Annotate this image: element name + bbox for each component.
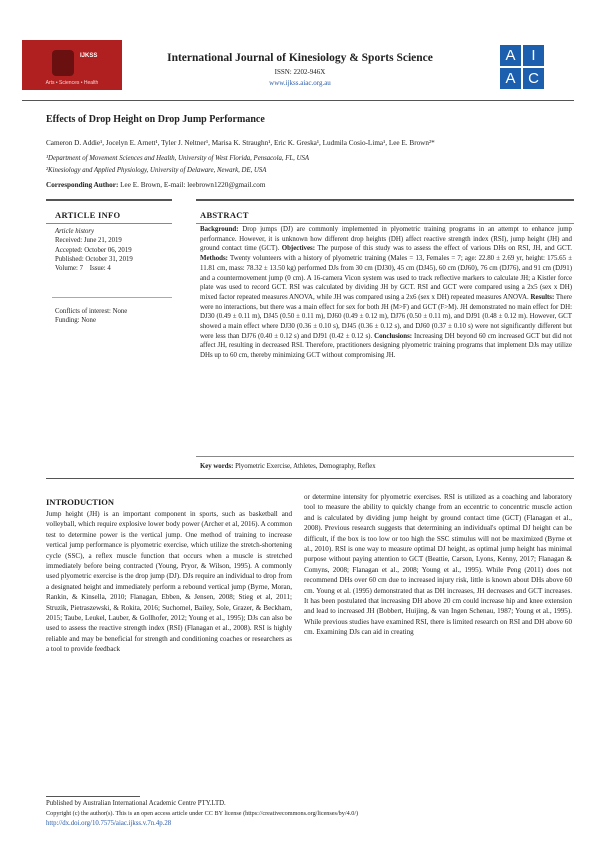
abstract-heading: ABSTRACT: [200, 210, 249, 220]
abstract-text: [200, 225, 572, 361]
aiac-letter: I: [523, 45, 544, 66]
intro-left-column: Jump height (JH) is an important component in sports, such as basketball and volleyball, which require explosive lower body power (Archer et al, 2016). A common test to determine power is the vertical jump. One method of training to increase vertical jump performance is plyometric exercise, which utilize the stretch-shortening cycle (SSC), a reflex muscle function that occurs when a muscle is stretched immediately before being contracted (Young, Pryor, & Wilson, 1995). A commonly used plyometric exercise is the drop jump (DJ). DJs require an individual to drop from a designated height and immediately perform a rebound vertical jump (Byrne, Moran, Rankin, & Kinsella, 2010; Flanagan, Ebben, & Jensen, 2008; Stieg et al, 2011; Struzik, Pietraszewski, & Rokita, 2016; Suchomel, Bailey, Sole, Grazer, & Beckham, 2015; Taube, Leukel, Lauber, & Gollhofer, 2012; Young et al., 1995); DJs can also be used to assess the reactive strength index (RSI) (Flanagan et al., 2008). RSI is highly reliable and may be beneficial for strength and conditioning coaches or researchers as a tool to provide feedback: [46, 510, 292, 654]
abstract-rule-mid: [196, 223, 574, 224]
journal-title: International Journal of Kinesiology & Sports Science: [167, 52, 433, 64]
abstract-rule-top: [196, 199, 574, 201]
affiliation-2: ²Kinesiology and Applied Physiology, University of Delaware, Newark, DE, USA: [46, 167, 267, 174]
methods-label: Methods:: [200, 255, 228, 263]
aiac-logo: [500, 45, 544, 89]
methods-text: Twenty volunteers with a history of plyometric training (Males = 13, Females = 7; age: 22.80 ± 2.69 yr, height: 175.65 ± 11.81 cm, mass: 78.32 ± 13.50 kg) performed DJs from 30 cm (DJ30), 45 cm (DJ45), 60 cm (DJ60), 76 cm (DJ76), and 91 cm (DJ91) and a countermovement jump (0 cm). A 16-camera Vicon system was used to track reflective markers to calculate JH; a Kistler force plate was used to record GCT. RSI was calculated by dividing JH by GCT. RSI and GCT were compared using a 2x5 (sex x DH) mixed factor repeated measures ANOVA, while JH was compared using a 2x6 (sex x DH) repeated measures ANOVA.: [200, 255, 572, 301]
article-title: Effects of Drop Height on Drop Jump Performance: [46, 114, 265, 125]
background-label: Background:: [200, 226, 239, 233]
issn: ISSN: 2202-946X: [274, 68, 326, 76]
section-rule: [46, 478, 574, 479]
history-label: Article history: [55, 228, 95, 235]
volume-issue: Volume: 7 Issue: 4: [55, 265, 111, 273]
article-declarations: [55, 307, 127, 326]
journal-logo: [22, 40, 122, 90]
keywords: [200, 463, 376, 470]
conclusions-label: Conclusions:: [374, 332, 413, 340]
accepted-date: Accepted: October 06, 2019: [55, 246, 132, 254]
footer-rule: [46, 796, 140, 797]
header-divider: [22, 100, 574, 101]
intro-right-column: or determine intensity for plyometric exercises. RSI is utilized as a coaching and laboratory tool to measure the ability to quickly change from an eccentric to concentric muscle action and is calculated by dividing jump height by ground contact time (GCT) (Flanagan et al., 2008). Previous research suggests that determining an individual's optimal DJ height can be difficult, if the box is too low or too high the SSC stimulus will not be maximized (Byrne et al., 2010). RSI is one way to measure optimal DJ height, as optimal jump height has minimal purpose without paying attention to GCT (Beattie, Carson, Lyons, Kenny, 2017; Flanagan & Comyns, 2008; Flanagan et al., 2008; Young et al., 1995). While Peng (2011) does not recommend DHs over 60 cm due to increased injury risk, little is known about DHs above 60 cm. Young et al. (1995) demonstrated that as DH increases, JH decreases and GCT increases. It has been postulated that increasing DH above 20 cm could increase hip and knee extension and lead to increased JH (Bobbert, Huijing, & van Ingen Schenau, 1987; Young et al., 1995). While previous studies have examined RSI, there is limited research on RSI and DH above 60 cm. Examining DJs can aid in creating: [304, 493, 572, 637]
keywords-text: Plyometric Exercise, Athletes, Demography, Reflex: [235, 463, 376, 470]
info-divider: [52, 297, 172, 298]
corresponding-text: Lee E. Brown, E-mail: leebrown1220@gmail.com: [120, 181, 266, 189]
athlete-figure-icon: [52, 50, 74, 76]
journal-website-link[interactable]: www.ijkss.aiac.org.au: [269, 79, 331, 87]
affiliation-1: ¹Department of Movement Sciences and Health, University of West Florida, Pensacola, FL, USA: [46, 155, 310, 162]
info-rule-mid: [46, 223, 172, 224]
aiac-letter: A: [500, 68, 521, 89]
objectives-text: The purpose of this study was to assess the effect of various DHs on RSI, JH, and GCT.: [317, 245, 572, 253]
results-label: Results:: [530, 293, 555, 301]
introduction-heading: INTRODUCTION: [46, 497, 115, 507]
results-text: There were no interactions, but there was a main effect for sex for both JH (M>F) and GCT (F>M). JH demonstrated no main effect for DH: DJ30 (0.49 ± 0.11 m), DJ45 (0.50 ± 0.11 m), DJ60 (0.49 ± 0.12 m), DJ76 (0.50 ± 0.11 m), and DJ91 (0.48 ± 0.12 m). However, GCT showed a main effect where DJ30 (0.36 ± 0.10 s), DJ45 (0.36 ± 0.12 s), and DJ60 (0.37 ± 0.10 s) were not significantly different but were less than DJ76 (0.40 ± 0.12 s) and DJ91 (0.42 ± 0.12 s).: [200, 293, 572, 340]
copyright-note: Copyright (c) the author(s). This is an open access article under CC BY license (https://creativecommons.org/licenses/by/4.0/): [46, 810, 359, 817]
published-date: Published: October 31, 2019: [55, 255, 133, 263]
corresponding-author: [46, 181, 266, 189]
keywords-rule: [196, 456, 574, 457]
aiac-letter: A: [500, 45, 521, 66]
logo-text: IJKSS: [80, 53, 98, 59]
article-info-heading: ARTICLE INFO: [55, 210, 121, 220]
received-date: Received: June 21, 2019: [55, 237, 122, 245]
article-history: [55, 227, 133, 273]
keywords-label: Key words:: [200, 463, 234, 470]
logo-tagline: Arts • Sciences • Health: [45, 80, 99, 86]
author-list: Cameron D. Addie¹, Jocelyn E. Arnett¹, Tyler J. Neltner¹, Marisa K. Straughn¹, Eric K. Greska¹, Ludmila Cosio-Lima¹, Lee E. Brown²*: [46, 139, 435, 147]
objectives-label: Objectives:: [281, 245, 316, 253]
corresponding-label: Corresponding Author:: [46, 181, 119, 189]
publisher-note: Published by Australian International Academic Centre PTY.LTD.: [46, 800, 226, 807]
aiac-letter: C: [523, 68, 544, 89]
conflicts-of-interest: Conflicts of interest: None: [55, 308, 128, 315]
funding: Funding: None: [55, 317, 96, 325]
info-rule-top: [46, 199, 172, 201]
conclusions-text: Increasing DH beyond 60 cm increased GCT but did not affect JH, resulting in decreased RSI. Therefore, practitioners designing plyometric training programs that implement DJs may utilize DHs up to 60 cm, thereby minimizing GCT without compromising JH.: [200, 332, 572, 360]
background-text: Drop jumps (DJ) are commonly implemented in plyometric training programs in an attempt to enhance jump performance. However, it is unknown how different drop heights (DH) affect reactive strength index (RSI), jump height (JH) and ground contact time (GCT).: [200, 226, 572, 253]
doi-link[interactable]: http://dx.doi.org/10.7575/aiac.ijkss.v.7n.4p.28: [46, 820, 172, 827]
